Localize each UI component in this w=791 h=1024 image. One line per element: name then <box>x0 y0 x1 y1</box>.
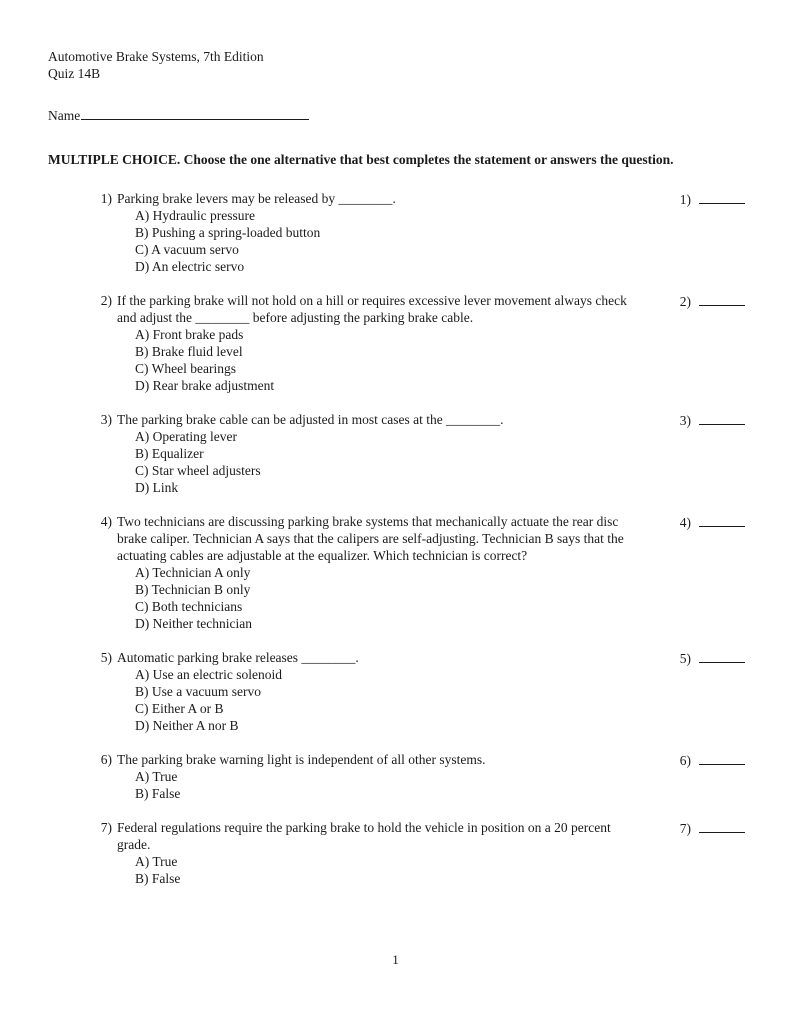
question-number: 5) <box>100 650 112 665</box>
question-block <box>88 292 745 394</box>
answer-number: 7) <box>679 821 691 836</box>
question-main <box>88 819 653 887</box>
question-text-row <box>88 411 639 428</box>
answer-option: A) Hydraulic pressure <box>135 208 255 223</box>
answer-option: D) Link <box>135 480 179 495</box>
answer-option: C) Either A or B <box>135 701 224 716</box>
question-text: Automatic parking brake releases ________. <box>117 650 359 665</box>
answer-option: A) Technician A only <box>135 565 251 580</box>
answer-option: C) Wheel bearings <box>135 361 236 376</box>
question-main <box>88 411 653 496</box>
answer-option: D) An electric servo <box>135 259 245 274</box>
answer-area <box>653 292 745 310</box>
answer-area <box>653 190 745 208</box>
answer-option: B) Use a vacuum servo <box>135 684 261 699</box>
doc-subtitle: Quiz 14B <box>48 66 101 81</box>
answer-area <box>653 513 745 531</box>
answer-blank[interactable] <box>699 514 745 527</box>
question-main <box>88 190 653 275</box>
answer-number: 2) <box>679 294 691 309</box>
question-number: 2) <box>100 293 112 308</box>
answer-option: D) Rear brake adjustment <box>135 378 275 393</box>
name-label: Name <box>48 108 81 123</box>
answer-area <box>653 819 745 837</box>
answer-number: 4) <box>679 515 691 530</box>
question-text: The parking brake cable can be adjusted in most cases at the ________. <box>117 412 504 427</box>
question-options <box>135 768 639 802</box>
question-text-row <box>88 751 639 768</box>
answer-area <box>653 751 745 769</box>
answer-blank[interactable] <box>699 293 745 306</box>
answer-option: B) Pushing a spring-loaded button <box>135 225 321 240</box>
doc-title: Automotive Brake Systems, 7th Edition <box>48 49 264 64</box>
questions-list <box>88 190 745 887</box>
question-number: 6) <box>100 752 112 767</box>
answer-blank[interactable] <box>699 820 745 833</box>
question-text: Parking brake levers may be released by ________. <box>117 191 396 206</box>
answer-number: 6) <box>679 753 691 768</box>
name-row <box>48 106 745 124</box>
answer-option: B) Technician B only <box>135 582 251 597</box>
answer-area <box>653 411 745 429</box>
question-number: 7) <box>100 820 112 835</box>
answer-option: C) A vacuum servo <box>135 242 239 257</box>
answer-option: D) Neither A nor B <box>135 718 239 733</box>
answer-blank[interactable] <box>699 752 745 765</box>
question-options <box>135 666 639 734</box>
answer-option: A) True <box>135 854 178 869</box>
page-number: 1 <box>392 952 399 967</box>
question-block <box>88 513 745 632</box>
question-text: The parking brake warning light is independent of all other systems. <box>117 752 486 767</box>
question-text-row <box>88 649 639 666</box>
question-main <box>88 751 653 802</box>
question-text: Two technicians are discussing parking brake systems that mechanically actuate the rear disc brake caliper. Technician A says that the calipers are self-adjusting. Technician B says that the actuating cables are adjustable at the equalizer. Which technician is correct? <box>117 514 624 563</box>
question-text: Federal regulations require the parking brake to hold the vehicle in position on a 20 percent grade. <box>117 820 611 852</box>
question-options <box>135 428 639 496</box>
question-main <box>88 292 653 394</box>
answer-option: C) Star wheel adjusters <box>135 463 261 478</box>
question-text-row <box>88 819 639 853</box>
answer-blank[interactable] <box>699 191 745 204</box>
answer-option: A) Front brake pads <box>135 327 244 342</box>
answer-option: B) Equalizer <box>135 446 204 461</box>
answer-option: B) Brake fluid level <box>135 344 243 359</box>
answer-option: A) Use an electric solenoid <box>135 667 282 682</box>
question-main <box>88 649 653 734</box>
answer-option: A) Operating lever <box>135 429 237 444</box>
answer-number: 3) <box>679 413 691 428</box>
question-text-row <box>88 190 639 207</box>
question-options <box>135 564 639 632</box>
question-number: 1) <box>100 191 112 206</box>
question-block <box>88 190 745 275</box>
answer-blank[interactable] <box>699 650 745 663</box>
question-text-row <box>88 292 639 326</box>
question-text-row <box>88 513 639 564</box>
question-block <box>88 819 745 887</box>
answer-option: B) False <box>135 786 181 801</box>
document-header <box>48 48 745 82</box>
answer-number: 1) <box>679 192 691 207</box>
question-number: 4) <box>100 514 112 529</box>
answer-option: D) Neither technician <box>135 616 252 631</box>
question-options <box>135 853 639 887</box>
answer-option: A) True <box>135 769 178 784</box>
instructions: MULTIPLE CHOICE. Choose the one alternative that best completes the statement or answers the question. <box>48 152 674 167</box>
question-text: If the parking brake will not hold on a hill or requires excessive lever movement always check and adjust the ________ before adjusting the parking brake cable. <box>117 293 627 325</box>
answer-option: B) False <box>135 871 181 886</box>
question-options <box>135 326 639 394</box>
question-block <box>88 411 745 496</box>
answer-area <box>653 649 745 667</box>
question-block <box>88 649 745 734</box>
question-block <box>88 751 745 802</box>
answer-blank[interactable] <box>699 412 745 425</box>
name-blank[interactable] <box>81 106 309 120</box>
question-number: 3) <box>100 412 112 427</box>
question-options <box>135 207 639 275</box>
answer-option: C) Both technicians <box>135 599 243 614</box>
answer-number: 5) <box>679 651 691 666</box>
question-main <box>88 513 653 632</box>
